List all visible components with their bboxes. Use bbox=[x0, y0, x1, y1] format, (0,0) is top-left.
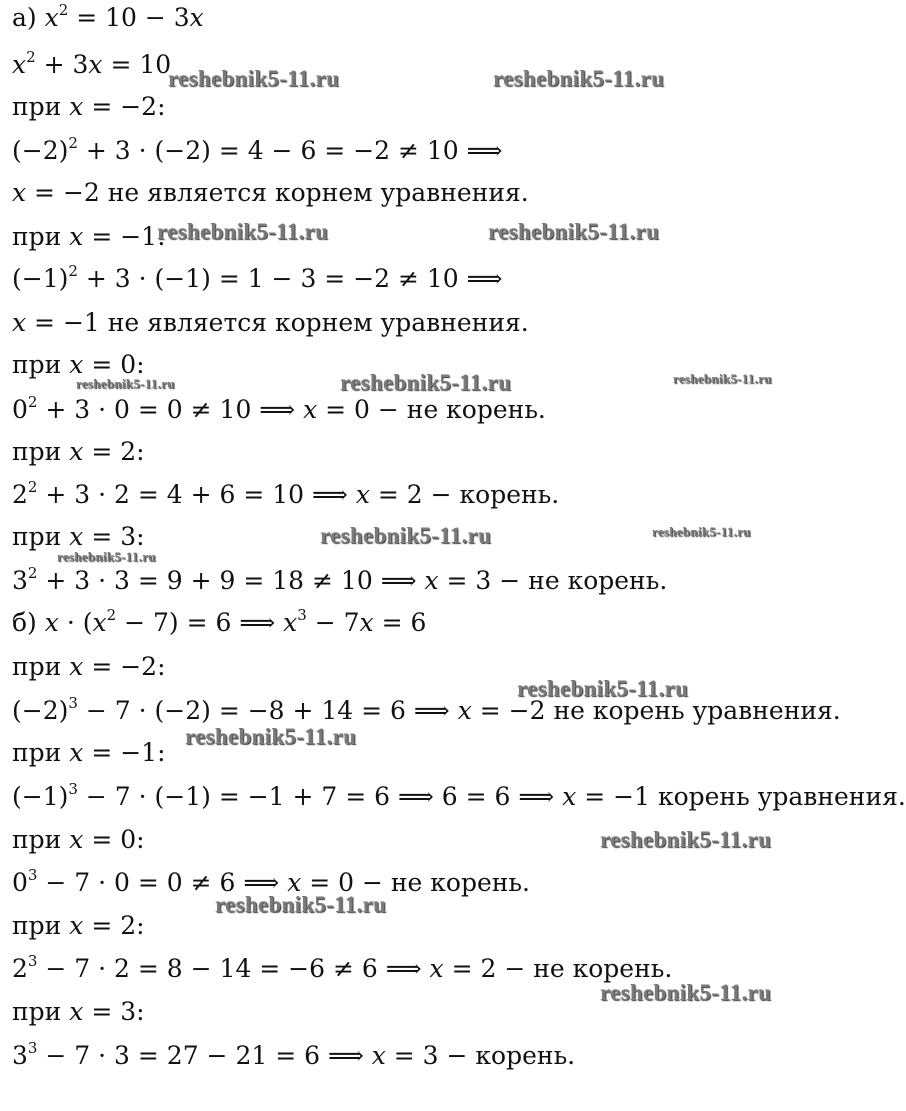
solution-line: при x = −2: bbox=[12, 652, 166, 681]
solution-line: при x = −2: bbox=[12, 92, 166, 121]
watermark: reshebnik5-11.ru bbox=[57, 549, 156, 564]
watermark: reshebnik5-11.ru bbox=[320, 523, 492, 548]
solution-line: $(-1)^2 + 3 \cdot (-1) = 1 - 3 = -2 \ne 10$ ⟹ bbox=[12, 261, 503, 293]
solution-line: $(-2)^3 - 7 \cdot (-2) = -8 + 14 = 6$ ⟹ x = −2 не корень уравнения. bbox=[12, 693, 841, 725]
solution-line: $(-1)^3 - 7 \cdot (-1) = -1 + 7 = 6$ ⟹ 6 = 6 ⟹ x = −1 корень уравнения. bbox=[12, 779, 906, 811]
watermark: reshebnik5-11.ru bbox=[600, 827, 772, 852]
watermark: reshebnik5-11.ru bbox=[517, 676, 689, 701]
watermark: reshebnik5-11.ru bbox=[185, 724, 357, 749]
solution-line: при x = 0: bbox=[12, 825, 145, 854]
solution-line: $2^3 - 7 \cdot 2 = 8 - 14 = -6 \ne 6$ ⟹ x = 2 − не корень. bbox=[12, 951, 673, 983]
watermark: reshebnik5-11.ru bbox=[157, 219, 329, 244]
solution-line: $2^2 + 3 \cdot 2 = 4 + 6 = 10$ ⟹ x = 2 − корень. bbox=[12, 477, 560, 509]
watermark: reshebnik5-11.ru bbox=[168, 66, 340, 91]
solution-line: $3^2 + 3 \cdot 3 = 9 + 9 = 18 \ne 10$ ⟹ x = 3 − не корень. bbox=[12, 563, 668, 595]
solution-line: при x = 3: bbox=[12, 997, 145, 1026]
solution-line: x = −2 не является корнем уравнения. bbox=[12, 178, 529, 207]
watermark: reshebnik5-11.ru bbox=[488, 219, 660, 244]
solution-line: при x = −1: bbox=[12, 222, 166, 251]
solution-line: x = −1 не является корнем уравнения. bbox=[12, 308, 529, 337]
solution-line: при x = −1: bbox=[12, 738, 166, 767]
watermark: reshebnik5-11.ru bbox=[600, 980, 772, 1005]
watermark: reshebnik5-11.ru bbox=[215, 892, 387, 917]
solution-line: $0^3 - 7 \cdot 0 = 0 \ne 6$ ⟹ x = 0 − не корень. bbox=[12, 865, 530, 897]
solution-line: при x = 0: bbox=[12, 350, 145, 379]
solution-line: б) $x \cdot (x^2 - 7) = 6$ ⟹ $x^3 - 7x = 6$ bbox=[12, 605, 427, 637]
watermark: reshebnik5-11.ru bbox=[493, 66, 665, 91]
watermark: reshebnik5-11.ru bbox=[673, 371, 772, 386]
watermark: reshebnik5-11.ru bbox=[76, 376, 175, 391]
watermark: reshebnik5-11.ru bbox=[340, 370, 512, 395]
solution-line: при x = 2: bbox=[12, 437, 145, 466]
solution-line: $3^3 - 7 \cdot 3 = 27 - 21 = 6$ ⟹ x = 3 − корень. bbox=[12, 1038, 576, 1070]
watermark: reshebnik5-11.ru bbox=[652, 524, 751, 539]
solution-line: а) $x^2 = 10 - 3x$ bbox=[12, 0, 204, 32]
solution-line: $0^2 + 3 \cdot 0 = 0 \ne 10$ ⟹ x = 0 − не корень. bbox=[12, 392, 546, 424]
solution-line: $(-2)^2 + 3 \cdot (-2) = 4 - 6 = -2 \ne 10$ ⟹ bbox=[12, 133, 503, 165]
solution-line: при x = 3: bbox=[12, 522, 145, 551]
solution-line: при x = 2: bbox=[12, 911, 145, 940]
solution-line: $x^2 + 3x = 10$ bbox=[12, 47, 172, 79]
